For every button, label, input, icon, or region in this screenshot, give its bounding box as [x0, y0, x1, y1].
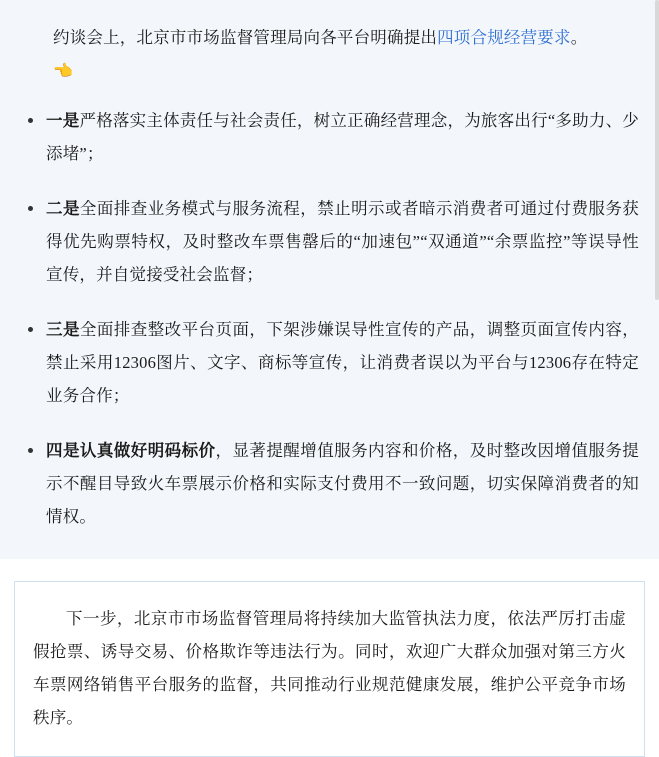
intro-tail-text: 。 [570, 28, 588, 47]
list-item-label: 三是 [46, 319, 80, 339]
list-item [20, 434, 639, 533]
intro-highlight-text: 四项合规经营要求 [437, 28, 571, 47]
list-item [20, 313, 639, 412]
list-item [20, 104, 639, 170]
list-item [20, 192, 639, 291]
scrollbar-thumb[interactable] [655, 0, 659, 300]
closing-panel-wrapper [0, 559, 659, 757]
list-item-text: ，显著提醒增值服务内容和价格，及时整改因增值服务提示不醒目导致火车票展示价格和实际支付费用不一致问题，切实保障消费者的知情权。 [46, 440, 639, 526]
requirements-list [20, 104, 639, 533]
closing-paragraph: 下一步，北京市市场监督管理局将持续加大监管执法力度，依法严厉打击虚假抢票、诱导交易、价格欺诈等违法行为。同时，欢迎广大群众加强对第三方火车票网络销售平台服务的监督，共同推动行业规范健康发展，维护公平竞争市场秩序。 [33, 608, 626, 727]
pointing-hand-icon: 👈 [53, 63, 74, 81]
list-item-text: 全面排查整改平台页面，下架涉嫌误导性宣传的产品，调整页面宣传内容，禁止采用12306图片、文字、商标等宣传，让消费者误以为平台与12306存在特定业务合作； [46, 319, 639, 405]
list-item-text: 全面排查业务模式与服务流程，禁止明示或者暗示消费者可通过付费服务获得优先购票特权，及时整改车票售罄后的“加速包”“双通道”“余票监控”等误导性宣传，并自觉接受社会监督； [46, 198, 639, 284]
scrollbar[interactable] [655, 0, 659, 730]
closing-panel [14, 581, 645, 757]
list-item-label: 二是 [46, 198, 80, 218]
list-item-label: 一是 [46, 110, 80, 130]
intro-lead-text: 约谈会上，北京市市场监督管理局向各平台明确提出 [53, 28, 438, 47]
list-item-label: 四是认真做好明码标价 [46, 440, 216, 460]
list-item-text: 严格落实主体责任与社会责任，树立正确经营理念，为旅客出行“多助力、少添堵”； [46, 110, 640, 163]
intro-paragraph [20, 22, 639, 86]
